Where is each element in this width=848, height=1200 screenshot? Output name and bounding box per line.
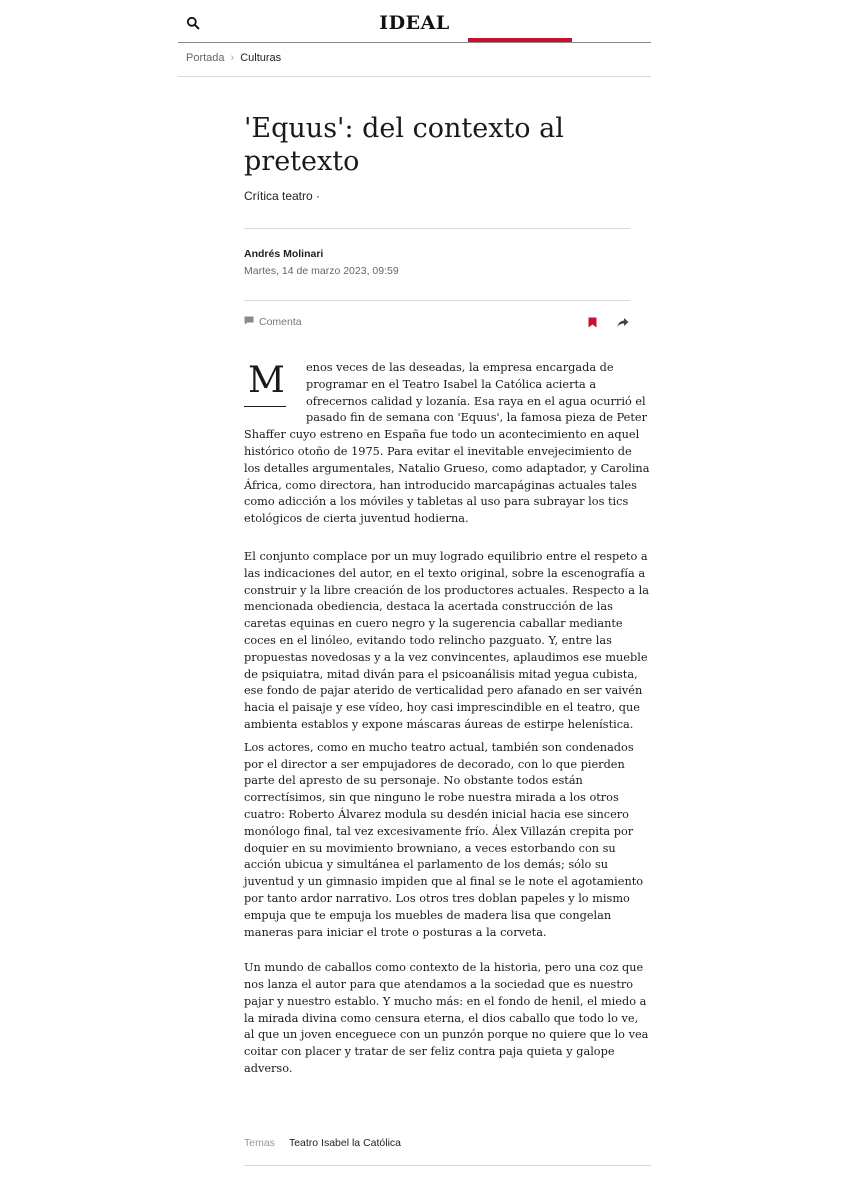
bookmark-icon[interactable] xyxy=(588,315,597,333)
tags-label: Temas xyxy=(244,1137,275,1149)
comment-label: Comenta xyxy=(259,316,302,328)
logo-accent-bar xyxy=(468,38,572,42)
dropcap xyxy=(244,360,306,412)
article-kicker: Crítica teatro · xyxy=(244,189,321,203)
comment-button[interactable] xyxy=(244,316,302,328)
comment-icon xyxy=(244,316,254,328)
article-date: Martes, 14 de marzo 2023, 09:59 xyxy=(244,265,399,277)
article-author[interactable]: Andrés Molinari xyxy=(244,248,324,260)
breadcrumb-separator: › xyxy=(230,52,235,64)
article-paragraph: El conjunto complace por un muy logrado equilibrio entre el respeto a las indicaciones del autor, en el texto original, sobre la escenografía a construir y la libre creación de los productores actuales. Respecto a la mencionada obediencia, destaca la acertada construcción de las caretas equinas en cuero negro y la sugerencia caballar mediante coces en el linóleo, evitando todo relincho pazguato. Y, entre las propuestas novedosas y a la vez convincentes, aplaudimos ese mueble de psiquiatra, mitad diván para el psicoanálisis mitad yegua cubista, ese fondo de pajar aterido de verticalidad pero afanado en ser vaivén hacia el paisaje y ese vídeo, hoy casi imprescindible en el teatro, que ambienta establos y expone máscaras áureas de estirpe helenística. xyxy=(244,549,649,731)
breadcrumb xyxy=(186,52,281,64)
article-body xyxy=(244,360,650,1078)
divider xyxy=(244,300,630,301)
breadcrumb-divider xyxy=(178,76,651,77)
site-logo[interactable]: IDEAL xyxy=(379,12,450,34)
dropcap-rule xyxy=(244,406,286,407)
divider xyxy=(244,1165,651,1166)
divider xyxy=(244,228,630,229)
site-header xyxy=(178,0,651,43)
breadcrumb-item-portada[interactable]: Portada xyxy=(186,52,225,64)
article-title: 'Equus': del contexto al pretexto xyxy=(244,113,564,177)
breadcrumb-item-culturas[interactable]: Culturas xyxy=(240,52,282,64)
tag-link[interactable]: Teatro Isabel la Católica xyxy=(288,1137,401,1149)
article-paragraph: Un mundo de caballos como contexto de la historia, pero una coz que nos lanza el autor para que atendamos a la sociedad que es nuestro pajar y nuestro establo. Y mucho más: en el fondo de henil, el miedo a la mirada divina como censura eterna, el dios caballo que todo lo ve, al que un joven enceguece con un punzón porque no quiere que lo vea coitar con placer y tratar de ser feliz contra paja quieta y galope adverso. xyxy=(244,961,649,1076)
share-icon[interactable] xyxy=(617,315,629,333)
dropcap-letter: M xyxy=(248,360,285,401)
article-tags xyxy=(244,1137,401,1149)
article-paragraph: enos veces de las deseadas, la empresa encargada de programar en el Teatro Isabel la Católica acierta a ofrecernos calidad y lozanía. Esa raya en el agua ocurrió el pasado fin de semana con 'Equus', la famosa pieza de Peter Shaffer cuyo estreno en España fue todo un acontecimiento en aquel histórico otoño de 1975. Para evitar el inevitable envejecimiento de los detalles argumentales, Natalio Grueso, como adaptador, y Carolina África, como directora, han introducido marcapáginas actuales tales como adicción a los móviles y tabletas al uso para subrayar los tics etológicos de cierta juventud hodierna. xyxy=(244,361,650,526)
article-paragraph: Los actores, como en mucho teatro actual, también son condenados por el director a ser empujadores de decorado, con lo que pierden parte del apresto de su personaje. No obstante todos están correctísimos, sin que ninguno le robe nuestra mirada a los otros cuatro: Roberto Álvarez modula su desdén inicial hacia ese sincero monólogo final, tal vez excesivamente frío. Álex Villazán crepita por doquier en su movimiento browniano, a veces estorbando con su acción ubicua y simultánea el parlamento de los demás; sólo su juventud y un gimnasio impiden que al final se le note el agotamiento por tanto ardor narrativo. Los otros tres doblan papeles y lo mismo empuja que te empuja los muebles de madera lisa que congelan maneras para iniciar el trote o posturas a la corveta. xyxy=(244,740,644,939)
